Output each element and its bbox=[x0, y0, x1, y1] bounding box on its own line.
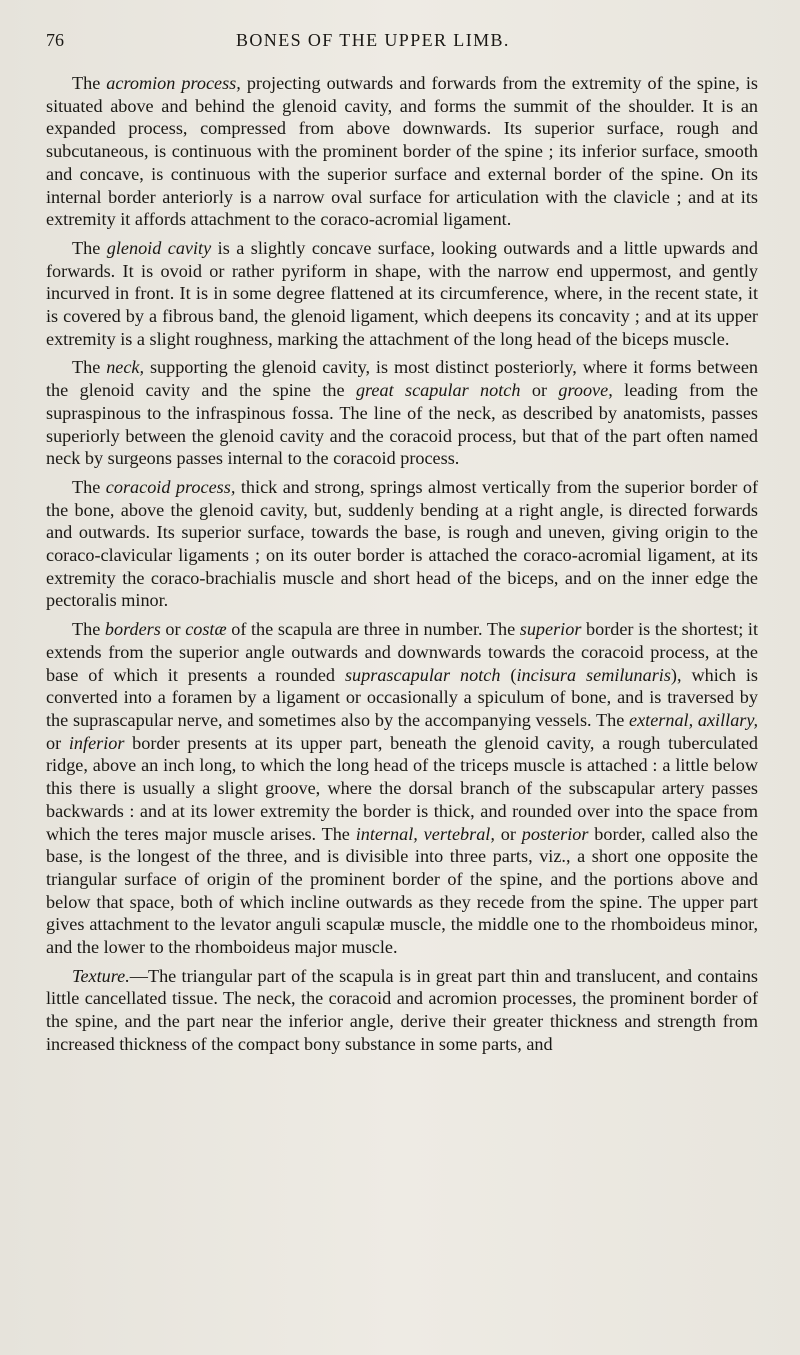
text-run: —The triangular part of the scapula is in great part thin and translucent, and contains little cancellated tissue. The neck, the coracoid and acromion processes, the prominent border of the spine, and the part near the inferior angle, derive their greater thickness and strength from increased thickness of the compact bony substance in some parts, and bbox=[46, 965, 758, 1054]
text-run: projecting outwards and forwards from the extremity of the spine, is situated above and behind the glenoid cavity, and forms the summit of the shoulder. It is an expanded process, compressed from above downwards. Its superior surface, rough and subcutaneous, is continuous with the prominent border of the spine ; its inferior surface, smooth and concave, is continuous with the superior surface and external border of the spine. On its internal border anteriorly is a narrow oval surface for articulation with the clavicle ; and at its extremity it affords attachment to the coraco-acromial ligament. bbox=[46, 73, 758, 230]
text-run: ), which is converted into a foramen by a ligament or occasionally a spiculum of bone, and is traversed by the suprascapular nerve, and sometimes also by the accompanying vessels. The bbox=[46, 664, 759, 730]
running-head bbox=[46, 30, 758, 64]
text-run: of the scapula are three in number. The bbox=[226, 619, 520, 640]
text-run: border, called also the base, is the longest of the three, and is divisible into three parts, viz., a short one opposite the triangular surface of origin of the prominent border of the spine, and the portions above and below that space, both of which incline outwards as they recede from the spine. The upper part gives attachment to the levator anguli scapulæ muscle, the middle one to the rhomboideus minor, and the lower to the rhomboideus major muscle. bbox=[46, 823, 758, 958]
italic-term: superior bbox=[519, 619, 582, 640]
paragraph bbox=[46, 237, 758, 351]
italic-term: inferior bbox=[68, 732, 125, 753]
paragraph bbox=[46, 476, 758, 612]
italic-term: borders bbox=[104, 619, 161, 640]
italic-term: suprascapular notch bbox=[344, 664, 501, 685]
body-text bbox=[46, 72, 758, 1056]
italic-term: internal, vertebral, bbox=[355, 823, 495, 844]
italic-term: neck, bbox=[106, 357, 145, 378]
paragraph bbox=[46, 72, 758, 231]
text-run: or bbox=[494, 823, 522, 844]
text-run: or bbox=[160, 619, 186, 640]
text-run: supporting the glenoid cavity, is most distinct posteriorly, where it forms between the glenoid cavity and the spine the bbox=[46, 357, 759, 401]
text-run: border is the shortest; it extends from the superior angle outwards and downwards towards the coracoid process, at the base of which it presents a rounded bbox=[46, 619, 759, 685]
text-run: The bbox=[72, 357, 107, 378]
italic-term: great scapular notch bbox=[355, 380, 521, 401]
italic-term: coracoid process, bbox=[105, 476, 236, 497]
italic-term: groove, bbox=[558, 380, 613, 401]
page-number: 76 bbox=[46, 30, 64, 50]
italic-term: external, axillary, bbox=[629, 709, 758, 730]
text-run: is a slightly concave surface, looking outwards and a little upwards and forwards. It is ovoid or rather pyriform in shape, with the narrow end uppermost, and gently incurved in front. It is in some degree flattened at its circumference, where, in the recent state, it is covered by a fibrous band, the glenoid ligament, which deepens its concavity ; and at its upper extremity is a slight roughness, marking the attachment of the long head of the biceps muscle. bbox=[46, 237, 758, 349]
text-run: The bbox=[72, 73, 107, 93]
paragraph bbox=[46, 356, 758, 470]
text-run: The bbox=[72, 237, 107, 258]
italic-term: glenoid cavity bbox=[106, 237, 212, 258]
text-run: or bbox=[46, 732, 69, 753]
text-run: leading from the supraspinous to the infraspinous fossa. The line of the neck, as described by anatomists, passes superiorly between the glenoid cavity and the coracoid process, but that of the part often named neck by surgeons passes internal to the coracoid process. bbox=[46, 380, 758, 469]
text-run: border presents at its upper part, beneath the glenoid cavity, a rough tuberculated ridge, above an inch long, to which the long head of the triceps muscle is attached : a little below this there is usually a slight groove, where the dorsal branch of the subscapular artery passes backwards : and at its lower extremity the border is thick, and rounded over into the space from which the teres major muscle arises. The bbox=[46, 732, 758, 844]
text-run: The bbox=[72, 619, 105, 640]
italic-term: Texture. bbox=[72, 965, 130, 986]
text-run: thick and strong, springs almost vertically from the superior border of the bone, above the glenoid cavity, but, suddenly bending at a right angle, is directed forwards and outwards. Its superior surface, towards the base, is rough and uneven, giving origin to the coraco-clavicular ligaments ; on its outer border is attached the coraco-acromial ligament, at its extremity the coraco-brachialis muscle and short head of the biceps, and on the inner edge the pectoralis minor. bbox=[46, 476, 758, 611]
text-run: ( bbox=[500, 664, 517, 685]
running-title: BONES OF THE UPPER LIMB. bbox=[236, 30, 510, 50]
italic-term: acromion process, bbox=[106, 73, 241, 93]
paragraph bbox=[46, 965, 758, 1056]
paragraph bbox=[46, 618, 758, 959]
text-run: or bbox=[520, 380, 559, 401]
italic-term: incisura semilunaris bbox=[516, 664, 671, 685]
italic-term: posterior bbox=[521, 823, 589, 844]
italic-term: costæ bbox=[185, 619, 227, 640]
text-run: The bbox=[72, 476, 106, 497]
